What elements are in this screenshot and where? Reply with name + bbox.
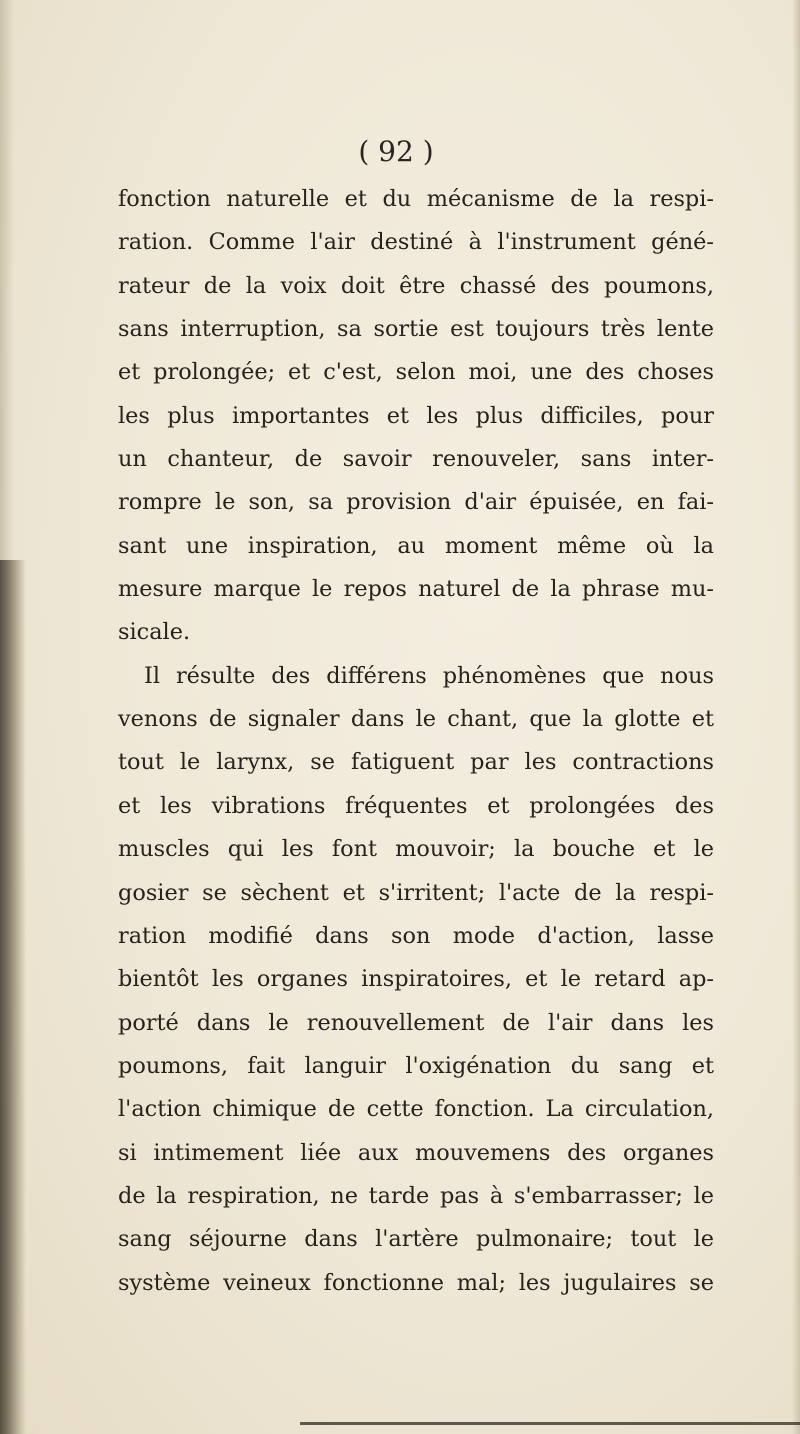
text-line: sicale.	[118, 619, 191, 646]
page-number-header	[0, 132, 800, 172]
body-text	[118, 178, 714, 1305]
text-line: tout le larynx, se fatiguent par les contractions	[118, 749, 714, 776]
page-number: ( 92 )	[358, 135, 434, 168]
text-line: Il résulte des différens phénomènes que nous	[144, 662, 714, 689]
text-line: poumons, fait languir l'oxigénation du sang et	[118, 1052, 714, 1079]
text-line: l'action chimique de cette fonction. La circulation,	[118, 1096, 714, 1123]
text-line: les plus importantes et les plus difficiles, pour	[118, 402, 714, 429]
text-line: ration modifié dans son mode d'action, lasse	[118, 922, 714, 949]
text-line: venons de signaler dans le chant, que la glotte et	[118, 706, 714, 733]
text-line: fonction naturelle et du mécanisme de la respi-	[118, 186, 714, 212]
binding-shadow-top	[0, 0, 14, 560]
page-bottom-edge	[300, 1422, 800, 1425]
text-line: sang séjourne dans l'artère pulmonaire; tout le	[118, 1226, 714, 1253]
text-line: mesure marque le repos naturel de la phrase mu-	[118, 576, 714, 603]
text-line: et prolongée; et c'est, selon moi, une des choses	[118, 359, 714, 386]
text-line: si intimement liée aux mouvemens des organes	[118, 1139, 714, 1166]
text-line: muscles qui les font mouvoir; la bouche et le	[118, 836, 714, 863]
text-line: ration. Comme l'air destiné à l'instrument géné-	[118, 229, 714, 256]
text-line: rompre le son, sa provision d'air épuisée, en fai-	[118, 489, 714, 516]
text-line: rateur de la voix doit être chassé des poumons,	[118, 272, 714, 299]
page-right-edge	[792, 0, 800, 1434]
text-line: un chanteur, de savoir renouveler, sans inter-	[118, 446, 714, 473]
text-line: système veineux fonctionne mal; les jugulaires se	[118, 1269, 714, 1296]
text-line: sans interruption, sa sortie est toujours très lente	[118, 316, 714, 343]
text-line: bientôt les organes inspiratoires, et le retard ap-	[118, 966, 714, 993]
text-line: sant une inspiration, au moment même où la	[118, 532, 714, 559]
text-line: porté dans le renouvellement de l'air dans les	[118, 1009, 714, 1036]
text-line: gosier se sèchent et s'irritent; l'acte de la respi-	[118, 879, 714, 906]
text-line: de la respiration, ne tarde pas à s'embarrasser; le	[118, 1182, 714, 1209]
text-line: et les vibrations fréquentes et prolongées des	[118, 792, 714, 819]
binding-shadow	[0, 560, 26, 1434]
